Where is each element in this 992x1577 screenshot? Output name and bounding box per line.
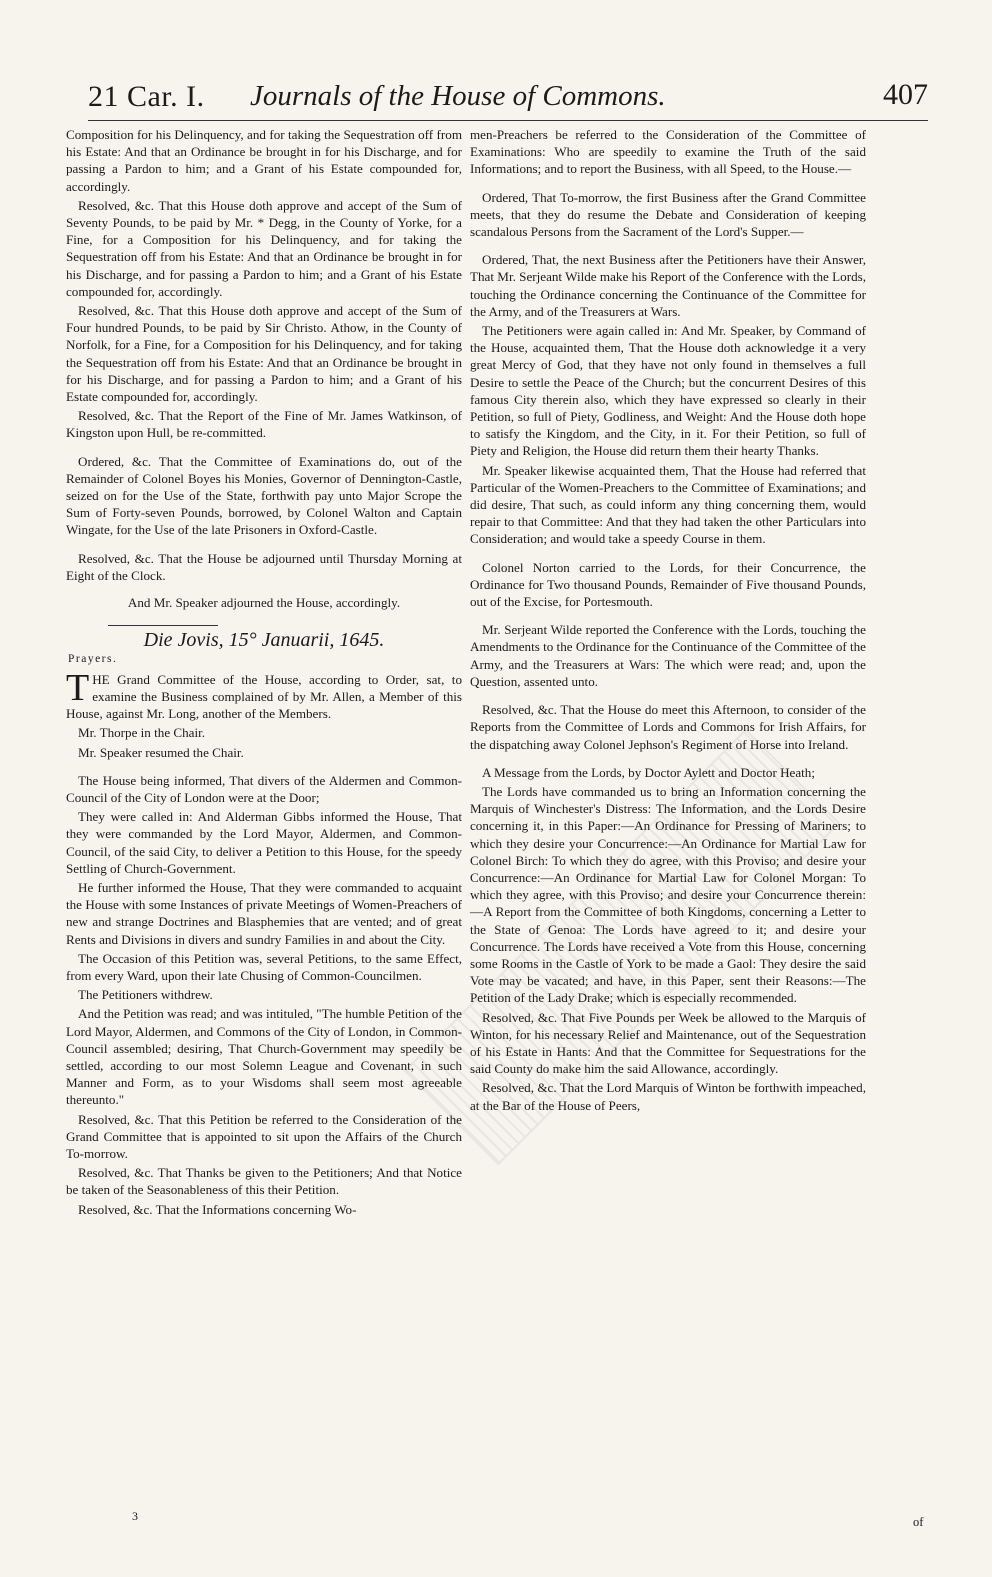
paragraph: The Petitioners withdrew. bbox=[78, 987, 213, 1003]
paragraph: Ordered, That To-morrow, the first Business after the Grand Committee meets, that they do resume the Debate and Consideration of keeping scandalous Persons from the Sacrament of the Lord's Supper.— bbox=[470, 189, 866, 240]
paragraph: The Lords have commanded us to bring an Information concerning the Marquis of Winchester's Distress: The Information, and the Lords Desire concerning it, in this Paper:—An Ordinance for Pressing of Mariners; to which they desire your Concurrence:—An Ordinance for Martial Law for Colonel Birch: To which they do agree, with this Proviso; and desire your Concurrence:—An Ordinance for Martial Law for Colonel Morgan: To which they agree, with this Proviso; and desire your Concurrence therein:—A Report from the Committee of both Kingdoms, concerning a Letter to the State of Genoa: The Lords have agreed to it; and desire your Concurrence. The Lords have received a Vote from this House, concerning some Rooms in the Castle of York to be made a Gaol: They desire the said Vote may be vacated; and have, in this Paper, sent their Reasons:—The Petition of the Lady Drake; which is especially recommended. bbox=[470, 783, 866, 1006]
paragraph: He further informed the House, That they were commanded to acquaint the House with some Instances of private Meetings of Women-Preachers of new and strange Doctrines and Blasphemies that are vented; and of great Rents and Divisions in divers and sundry Families in and about the City. bbox=[66, 879, 462, 947]
prayers-label: Prayers. bbox=[68, 653, 118, 666]
paragraph: Mr. Speaker likewise acquainted them, That the House had referred that Particular of the Women-Preachers to the Committee of Examinations; and did desire, That such, as could inform any thing concerning them, would repair to that Committee: And that they had taken the other Particulars into Consideration; and would take a speedy Course in them. bbox=[470, 462, 866, 547]
drop-cap: T bbox=[66, 666, 90, 709]
paragraph: Resolved, &c. That the House be adjourned until Thursday Morning at Eight of the Clock. bbox=[66, 550, 462, 583]
paragraph: They were called in: And Alderman Gibbs informed the House, That they were commanded by the Lord Mayor, Aldermen, and Common-Council, of the said City, to deliver a Petition to this House, for the speedy Settling of Church-Government. bbox=[66, 809, 462, 876]
paragraph: Resolved, &c. That the Informations concerning Wo- bbox=[78, 1201, 357, 1217]
header-rule bbox=[88, 120, 928, 121]
paragraph: Resolved, &c. That Five Pounds per Week be allowed to the Marquis of Winton, for his necessary Relief and Maintenance, out of the Sequestration of his Estate in Hants: And that the Committee for Sequestrations for the said County do make him the said Allowance, accordingly. bbox=[470, 1009, 866, 1077]
paragraph: A Message from the Lords, by Doctor Aylett and Doctor Heath; bbox=[482, 764, 815, 780]
paragraph bbox=[66, 666, 462, 723]
paragraph: Mr. Thorpe in the Chair. bbox=[78, 725, 206, 741]
day-heading: Die Jovis, 15° Januarii, 1645. bbox=[143, 629, 385, 652]
section-rule bbox=[108, 625, 218, 626]
left-column bbox=[66, 126, 462, 1220]
paragraph: The House being informed, That divers of the Aldermen and Common-Council of the City of London were at the Door; bbox=[66, 772, 462, 805]
page-number: 407 bbox=[883, 78, 928, 111]
paragraph: And the Petition was read; and was intituled, "The humble Petition of the Lord Mayor, Aldermen, and Commons of the City of London, in Common-Council assembled; desiring, That Church-Government may speedily be settled, according to our most Solemn League and Covenant, in such Manner and Form, as to your Wisdoms shall seem most agreeable thereunto." bbox=[66, 1006, 462, 1108]
signature-mark: 3 bbox=[132, 1509, 138, 1523]
paragraph: Ordered, &c. That the Committee of Examinations do, out of the Remainder of Colonel Boyes his Monies, Governor of Dennington-Castle, seized on for the Use of the State, forthwith pay unto Major Scrope the Sum of Forty-seven Pounds, borrowed, by Colonel Walton and Captain Wingate, for the Use of the late Prisoners in Oxford-Castle. bbox=[66, 453, 462, 538]
adjournment-line: And Mr. Speaker adjourned the House, accordingly. bbox=[127, 595, 401, 611]
catchword: of bbox=[913, 1515, 924, 1529]
paragraph: The Petitioners were again called in: And Mr. Speaker, by Command of the House, acquainted them, That the House doth acknowledge it a very great Mercy of God, that they have not only found in themselves a full Desire to settle the Peace of the Church; but the concurrent Desires of this famous City therein also, which they have expressed so clearly in their Petition, so full of Piety, Godliness, and Weight: And the House doth hope to satisfy the Kingdom, and the City, in it. For their Petition, so full of Piety and Religion, the House did return them their hearty Thanks. bbox=[470, 323, 866, 459]
paragraph: Resolved, &c. That this House doth approve and accept of the Sum of Seventy Pounds, to be paid by Mr. * Degg, in the County of Yorke, for a Fine, for a Composition for his Delinquency, and for taking the Sequestration off from his Estate: And that an Ordinance be brought in for his Discharge, and for passing a Pardon to him; and a Grant of his Estate compounded for, accordingly. bbox=[66, 197, 462, 299]
paragraph: Mr. Serjeant Wilde reported the Conference with the Lords, touching the Amendments to the Ordinance for the Continuance of the Committee of the Army, and the Treasurers at Wars: The which were read; and, upon the Question, assented unto. bbox=[470, 622, 866, 689]
paragraph: Resolved, &c. That the Report of the Fine of Mr. James Watkinson, of Kingston upon Hull, be re-committed. bbox=[66, 408, 462, 441]
paragraph: The Occasion of this Petition was, several Petitions, to the same Effect, from every Ward, upon their late Chusing of Common-Councilmen. bbox=[66, 950, 462, 983]
paragraph: Resolved, &c. That this Petition be referred to the Consideration of the Grand Committee that is appointed to sit upon the Affairs of the Church To-morrow. bbox=[66, 1111, 462, 1161]
paragraph: Resolved, &c. That the Lord Marquis of Winton be forthwith impeached, at the Bar of the House of Peers, bbox=[470, 1080, 866, 1113]
right-column bbox=[470, 126, 866, 1116]
running-header bbox=[88, 78, 928, 122]
paragraph: Mr. Speaker resumed the Chair. bbox=[78, 744, 244, 760]
paragraph: men-Preachers be referred to the Consideration of the Committee of Examinations: Who are speedily to examine the Truth of the said Informations; and to report the Business, with all Speed, to the House.— bbox=[470, 127, 866, 177]
paragraph-text: HE Grand Committee of the House, according to Order, sat, to examine the Business complained of by Mr. Allen, a Member of this House, against Mr. Long, another of the Members. bbox=[66, 671, 462, 722]
paragraph: Resolved, &c. That this House doth approve and accept of the Sum of Four hundred Pounds, to be paid by Sir Christo. Athow, in the County of Norfolk, for a Fine, for a Composition for his Delinquency, and for taking the Sequestration off from his Estate: And that an Ordinance be brought in for his Discharge, and for passing a Pardon to him; and a Grant of his Estate compounded for, accordingly. bbox=[66, 303, 462, 405]
journal-title: Journals of the House of Commons. bbox=[250, 80, 666, 112]
paragraph: Colonel Norton carried to the Lords, for their Concurrence, the Ordinance for Two thousand Pounds, Remainder of Five thousand Pounds, out of the Excise, for Portesmouth. bbox=[470, 559, 866, 610]
paragraph: Resolved, &c. That the House do meet this Afternoon, to consider of the Reports from the Committee of Lords and Commons for Irish Affairs, for the dispatching away Colonel Jephson's Regiment of Horse into Ireland. bbox=[470, 702, 866, 752]
regnal-year: 21 Car. I. bbox=[88, 80, 205, 113]
paragraph: Resolved, &c. That Thanks be given to the Petitioners; And that Notice be taken of the Seasonableness of this their Petition. bbox=[66, 1165, 462, 1198]
paragraph: Ordered, That, the next Business after the Petitioners have their Answer, That Mr. Serjeant Wilde make his Report of the Conference with the Lords, touching the Ordinance concerning the Continuance of the Committee for the Army, and of the Treasurers at Wars. bbox=[470, 252, 866, 319]
paragraph: Composition for his Delinquency, and for taking the Sequestration off from his Estate: And that an Ordinance be brought in for his Discharge, and for passing a Pardon to him; and a Grant of his Estate compounded for, accordingly. bbox=[66, 127, 462, 194]
